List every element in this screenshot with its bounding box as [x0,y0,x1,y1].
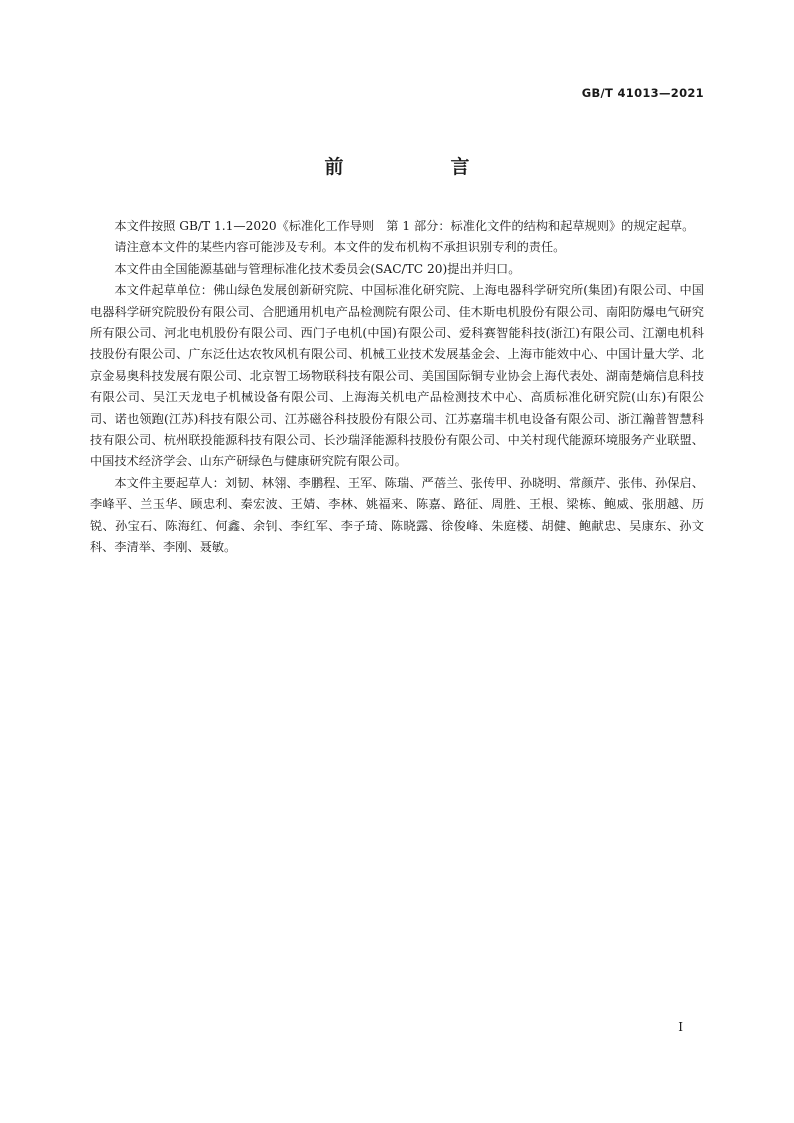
standard-code: GB/T 41013—2021 [581,86,704,100]
paragraph-drafters: 本文件主要起草人：刘韧、林翎、李鹏程、王军、陈瑞、严蓓兰、张传甲、孙晓明、常颜芹、张伟、孙保启、李峰平、兰玉华、顾忠利、秦宏波、王婧、李林、姚福来、陈嘉、路征、周胜、王根、梁栋、鲍威、张朋越、历锐、孙宝石、陈海红、何鑫、余钊、李红军、李子琦、陈晓露、徐俊峰、朱庭楼、胡健、鲍献忠、吴康东、孙文科、李清举、李刚、聂敏。 [90,475,704,555]
page-title: 前 言 [324,156,514,178]
document-body [90,216,704,559]
paragraph-drafting-rules: 本文件按照 GB/T 1.1—2020《标准化工作导则 第 1 部分：标准化文件的结构和起草规则》的规定起草。 [114,219,695,233]
paragraph-patent-notice: 请注意本文件的某些内容可能涉及专利。本文件的发布机构不承担识别专利的责任。 [114,240,566,255]
paragraph-proposer: 本文件由全国能源基础与管理标准化技术委员会(SAC/TC 20)提出并归口。 [114,261,521,276]
paragraph-drafting-units: 本文件起草单位：佛山绿色发展创新研究院、中国标准化研究院、上海电器科学研究所(集团)有限公司、中国电器科学研究院股份有限公司、合肥通用机电产品检测院有限公司、佳木斯电机股份有限公司、南阳防爆电气研究所有限公司、河北电机股份有限公司、西门子电机(中国)有限公司、爱科赛智能科技(浙江)有限公司、江潮电机科技股份有限公司、广东泛仕达农牧风机有限公司、机械工业技术发展基金会、上海市能效中心、中国计量大学、北京金易奥科技发展有限公司、北京智工场物联科技有限公司、美国国际铜专业协会上海代表处、湖南楚熵信息科技有限公司、吴江天龙电子机械设备有限公司、上海海关机电产品检测技术中心、高质标准化研究院(山东)有限公司、诺也领跑(江苏)科技有限公司、江苏磁谷科技股份有限公司、江苏嘉瑞丰机电设备有限公司、浙江瀚普智慧科技有限公司、杭州联投能源科技有限公司、长沙瑞泽能源科技股份有限公司、中关村现代能源环境服务产业联盟、中国技术经济学会、山东产研绿色与健康研究院有限公司。 [90,283,704,469]
page-number: I [678,1020,683,1034]
